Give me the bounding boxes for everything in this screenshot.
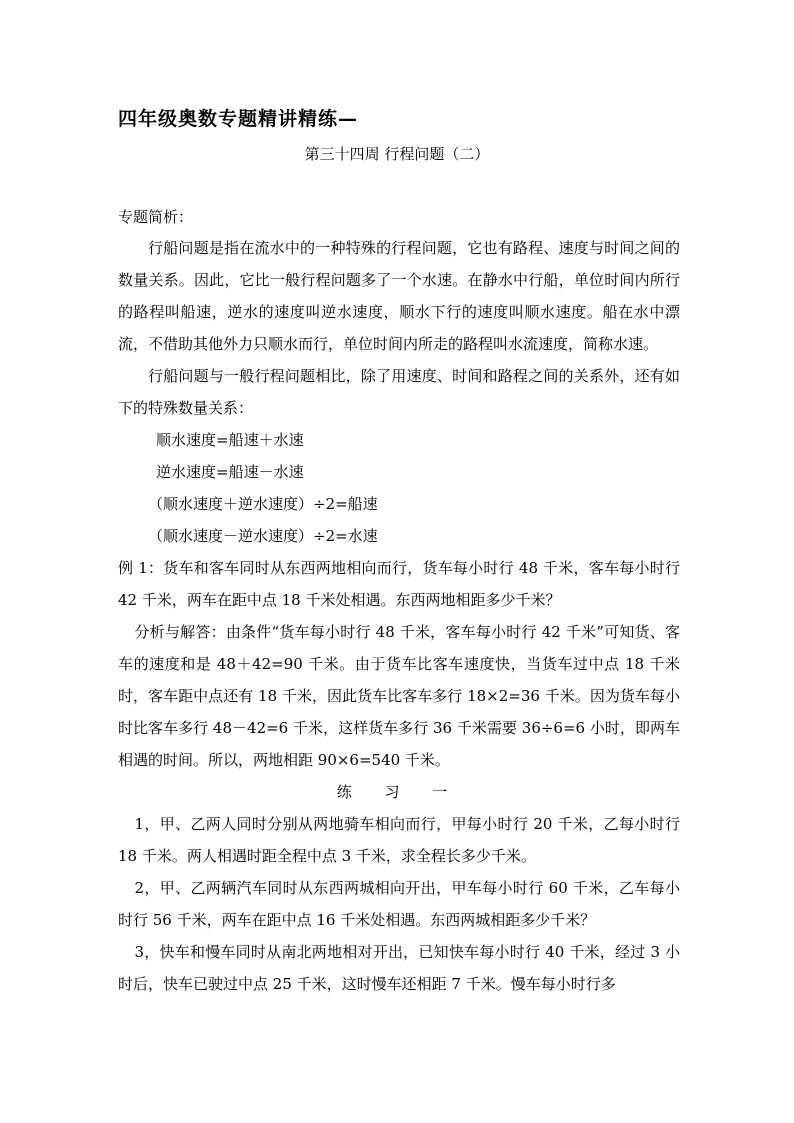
example-question: 例 1：货车和客车同时从东西两地相向而行，货车每小时行 48 千米，客车每小时行 42 千米，两车在距中点 18 千米处相遇。东西两地相距多少千米？ [118,559,680,609]
exercise-heading: 练 习 一 [336,783,462,801]
exercise-item: 1，甲、乙两人同时分别从两地骑车相向而行，甲每小时行 20 千米，乙每小时行 18 千米。两人相遇时距全程中点 3 千米，求全程长多少千米。 [118,815,680,865]
document-body [118,232,680,1000]
intro-heading: 专题简析： [118,208,194,226]
formula-water-speed: （顺水速度－逆水速度）÷2=水速 [148,527,378,545]
intro-paragraph: 行船问题是指在流水中的一种特殊的行程问题，它也有路程、速度与时间之间的数量关系。因此，它比一般行程问题多了一个水速。在静水中行船，单位时间内所行的路程叫船速，逆水的速度叫逆水速度，顺水下行的速度叫顺水速度。船在水中漂流，不借助其他外力只顺水而行，单位时间内所走的路程叫水流速度，简称水速。 [118,239,680,353]
exercise-item: 2，甲、乙两辆汽车同时从东西两城相向开出，甲车每小时行 60 千米，乙车每小时行 56 千米，两车在距中点 16 千米处相遇。东西两城相距多少千米？ [118,879,680,929]
formula-boat-speed: （顺水速度＋逆水速度）÷2=船速 [148,495,378,513]
exercise-item: 3，快车和慢车同时从南北两地相对开出，已知快车每小时行 40 千米，经过 3 小时后，快车已驶过中点 25 千米，这时慢车还相距 7 千米。慢车每小时行多 [118,943,680,993]
document-subtitle: 第三十四周 行程问题（二） [304,145,490,163]
example-analysis: 分析与解答：由条件“货车每小时行 48 千米，客车每小时行 42 千米”可知货、客车的速度和是 48＋42=90 千米。由于货车比客车速度快，当货车过中点 18 千米时，客车距中点还有 18 千米，因此货车比客车多行 18×2=36 千米。因为货车每小时比客车多行 48－42=6 千米，这样货车多行 36 千米需要 36÷6=6 小时，即两车相遇的时间。所以，两地相距 90×6=540 千米。 [118,623,680,769]
intro-paragraph: 行船问题与一般行程问题相比，除了用速度、时间和路程之间的关系外，还有如下的特殊数量关系： [118,367,680,417]
document-title: 四年级奥数专题精讲精练— [118,108,359,130]
formula-upstream: 逆水速度=船速－水速 [156,463,304,481]
formula-downstream: 顺水速度=船速＋水速 [156,431,304,449]
